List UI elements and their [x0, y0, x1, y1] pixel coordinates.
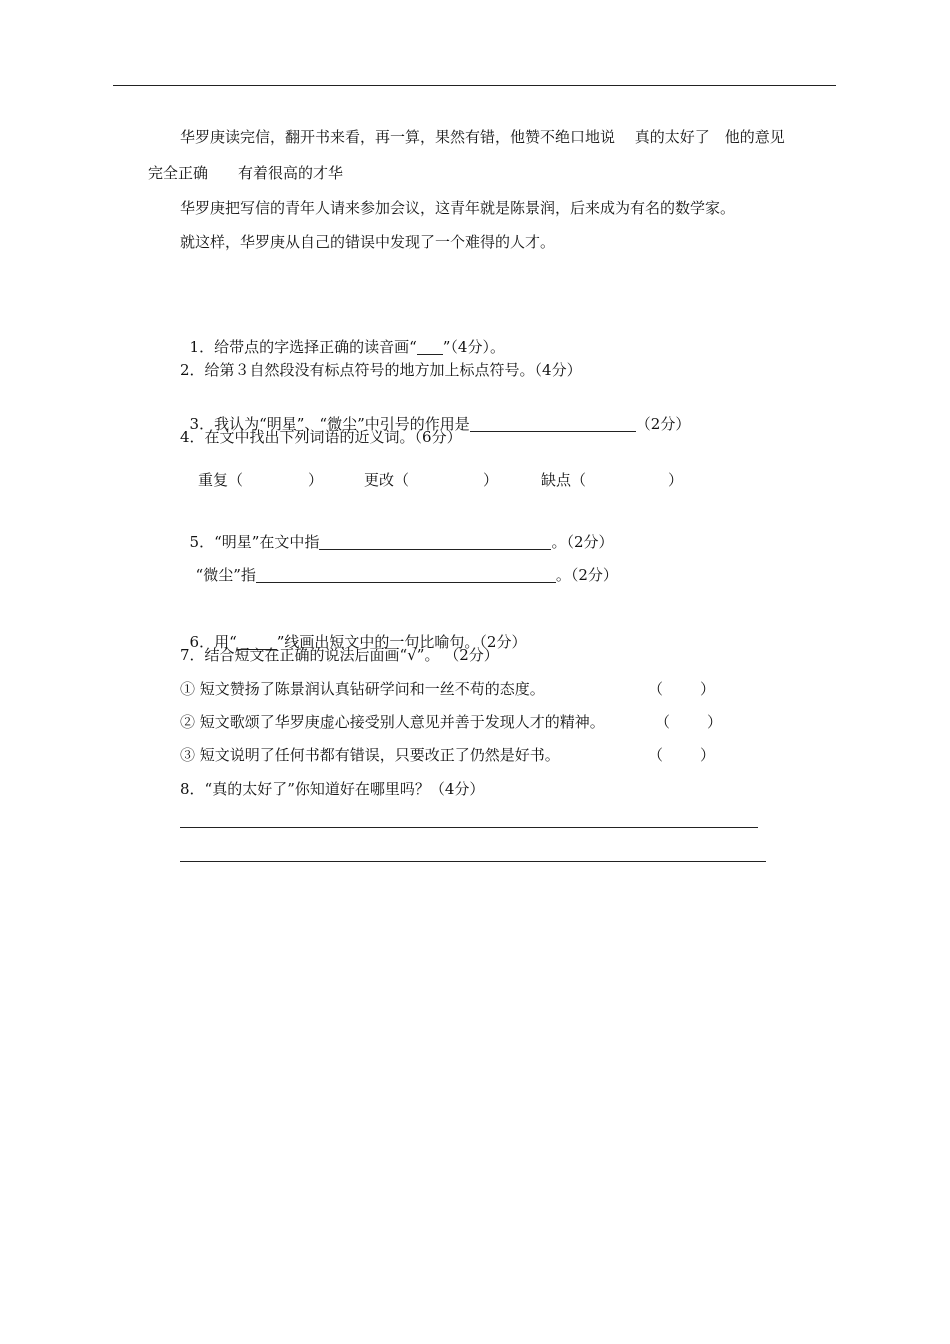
q7-option-3: ③ 短文说明了任何书都有错误，只要改正了仍然是好书。 [180, 746, 560, 764]
q7-option-1-bracket-open[interactable]: （ [648, 680, 664, 698]
passage-p3: 就这样，华罗庚从自己的错误中发现了一个难得的人才。 [180, 233, 556, 251]
q7-option-2: ② 短文歌颂了华罗庚虚心接受别人意见并善于发现人才的精神。 [180, 713, 605, 731]
q5-text-c: “微尘”指 [195, 566, 256, 584]
q4-word-1-close: ） [308, 471, 324, 489]
q8-answer-line-1[interactable] [180, 827, 758, 828]
q5-text-b: 。（2分） [551, 533, 614, 551]
q1-text-a: 1．给带点的字选择正确的读音画“ [189, 338, 417, 356]
q5-answer-blank-2[interactable] [256, 566, 556, 583]
question-1 [180, 317, 505, 357]
q1-text-b: ”（4分）。 [442, 338, 505, 356]
q3-text-a: 3．我认为“明星”、“微尘”中引号的作用是 [189, 415, 470, 433]
question-5-part-2 [186, 545, 618, 585]
q5-text-a: 5．“明星”在文中指 [189, 533, 320, 551]
passage-p2: 华罗庚把写信的青年人请来参加会议，这青年就是陈景润，后来成为有名的数学家。 [180, 199, 736, 217]
q7-option-2-bracket-close[interactable]: ） [707, 713, 723, 731]
q6-text-b: ”线画出短文中的一句比喻句。（2分） [276, 633, 527, 651]
q7-option-3-bracket-open[interactable]: （ [648, 746, 664, 764]
question-8: 8．“真的太好了”你知道好在哪里吗？（4分） [180, 780, 485, 798]
q3-text-b: （2分） [635, 415, 691, 433]
q7-option-3-bracket-close[interactable]: ） [700, 746, 716, 764]
q4-word-3-close: ） [668, 471, 684, 489]
header-rule [113, 85, 836, 86]
question-2: 2．给第３自然段没有标点符号的地方加上标点符号。（4分） [180, 361, 582, 379]
q1-blank[interactable] [417, 338, 443, 355]
passage-p1-line1: 华罗庚读完信，翻开书来看，再一算，果然有错，他赞不绝口地说 真的太好了 他的意见 [180, 128, 785, 146]
q7-option-1: ① 短文赞扬了陈景润认真钻研学问和一丝不苟的态度。 [180, 680, 545, 698]
q4-word-2: 更改（ [364, 471, 410, 489]
q4-word-1: 重复（ [198, 471, 244, 489]
question-7: 7．结合短文在正确的说法后面画“√”。 （2分） [180, 646, 499, 664]
q4-word-3: 缺点（ [541, 471, 587, 489]
q5-text-d: 。（2分） [555, 566, 618, 584]
q7-option-1-bracket-close[interactable]: ） [700, 680, 716, 698]
q4-word-2-close: ） [483, 471, 499, 489]
question-4: 4．在文中找出下列词语的近义词。（6分） [180, 428, 462, 446]
q8-answer-line-2[interactable] [180, 861, 766, 862]
q3-answer-blank[interactable] [470, 415, 636, 432]
q6-text-a: 6．用“ [189, 633, 237, 651]
q7-option-2-bracket-open[interactable]: （ [655, 713, 671, 731]
passage-p1-line2: 完全正确 有着很高的才华 [148, 164, 344, 182]
